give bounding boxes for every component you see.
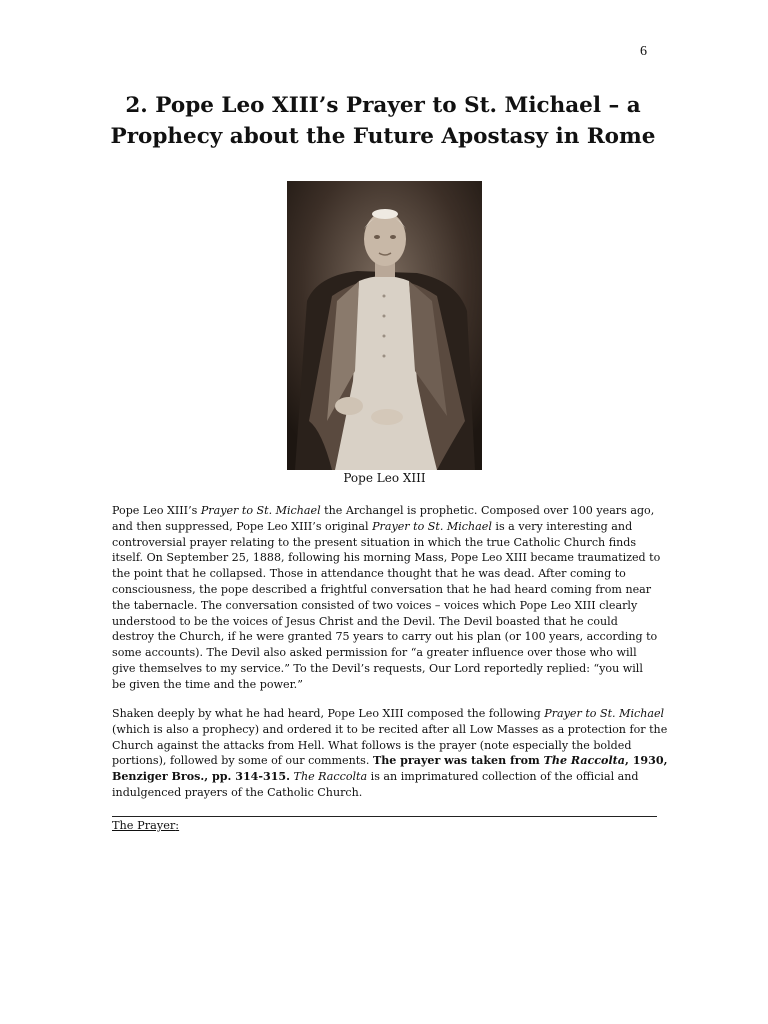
text-run: is a very interesting and: [491, 519, 633, 533]
prayer-heading-text: The Prayer: [112, 819, 176, 832]
text-line: some accounts). The Devil also asked permission for “a greater influence over those who will: [112, 646, 637, 660]
prayer-heading: [112, 819, 179, 832]
text-run-bold-italic: The Raccolta: [543, 754, 625, 768]
text-run-italic: Prayer to St. Michael: [372, 519, 492, 533]
text-run-italic: Prayer to St. Michael: [200, 504, 321, 517]
section-divider: [112, 816, 657, 817]
text-run: Pope Leo XIII’s: [112, 504, 201, 517]
page-number: 6: [640, 44, 647, 59]
text-run: and then suppressed, Pope Leo XIII’s original: [112, 519, 373, 533]
title-line-1: 2. Pope Leo XIII’s Prayer to St. Michael – a: [125, 93, 641, 118]
text-line: itself. On September 25, 1888, following his morning Mass, Pope Leo XIII became traumatized to: [112, 551, 661, 565]
text-line: be given the time and the power.”: [112, 677, 303, 691]
text-line: consciousness, the pope described a frightful conversation that he had heard coming from near: [112, 582, 652, 596]
text-run: is an imprimatured collection of the official and: [367, 770, 639, 784]
text-line: indulgenced prayers of the Catholic Church.: [112, 785, 363, 799]
text-run-italic: The Raccolta: [293, 770, 368, 784]
pope-portrait-photo: [287, 181, 482, 470]
text-run: the Archangel is prophetic. Composed over 100 years ago,: [320, 504, 655, 517]
title-line-2: Prophecy about the Future Apostasy in Rome: [110, 124, 656, 149]
text-run-bold: Benziger Bros., pp. 314-315.: [112, 770, 291, 784]
paragraph-intro: [112, 503, 661, 693]
text-line: destroy the Church, if he were granted 75 years to carry out his plan (or 100 years, according to: [112, 630, 658, 644]
prayer-heading-colon: :: [175, 819, 180, 832]
text-run-bold: The prayer was taken from: [372, 754, 544, 768]
text-line: Church against the attacks from Hell. What follows is the prayer (note especially the bolded: [112, 738, 632, 752]
text-run-bold: , 1930,: [624, 754, 668, 768]
paragraph-prayer-origin: [112, 706, 668, 801]
text-line: the point that he collapsed. Those in attendance thought that he was dead. After coming to: [112, 567, 626, 581]
text-line: give themselves to my service.” To the Devil’s requests, Our Lord reportedly replied: “you will: [112, 661, 643, 675]
figure-caption: Pope Leo XIII: [343, 471, 426, 485]
text-line: understood to be the voices of Jesus Christ and the Devil. The Devil boasted that he could: [112, 614, 618, 628]
text-run-italic: Prayer to St. Michael: [544, 707, 665, 720]
text-run: Shaken deeply by what he had heard, Pope Leo XIII composed the following: [112, 707, 545, 720]
text-line: controversial prayer relating to the present situation in which the true Catholic Church finds: [112, 535, 637, 549]
text-line: (which is also a prophecy) and ordered it to be recited after all Low Masses as a protection for the: [112, 722, 668, 736]
text-run: portions), followed by some of our comments.: [112, 754, 373, 768]
page-title: [100, 90, 666, 152]
text-line: the tabernacle. The conversation consisted of two voices – voices which Pope Leo XIII clearly: [112, 598, 638, 612]
